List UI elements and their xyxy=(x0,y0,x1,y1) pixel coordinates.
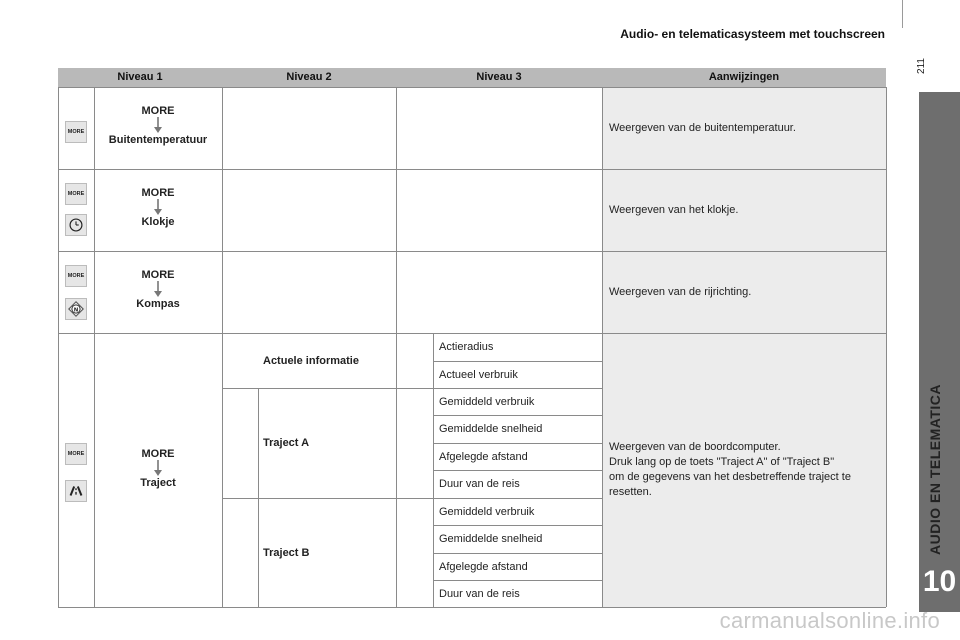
clock-icon xyxy=(65,214,87,236)
menu-target-label: Buitentemperatuur xyxy=(108,134,208,146)
column-header-aanwijzingen: Aanwijzingen xyxy=(602,68,886,87)
arrow-down-icon xyxy=(153,199,163,216)
level2-actuele-informatie: Actuele informatie xyxy=(263,354,359,367)
level3-item: Gemiddelde snelheid xyxy=(439,423,543,435)
level2-traject-b: Traject B xyxy=(263,546,310,559)
road-icon xyxy=(65,480,87,502)
note-cell: Weergeven van de boordcomputer. Druk lang op de toets "Traject A" of "Traject B" om de gegevens van het desbetreffende traject te resetten. xyxy=(602,333,886,607)
level3-item: Duur van de reis xyxy=(439,478,520,490)
level1-flow xyxy=(94,448,222,489)
level1-flow xyxy=(94,269,222,310)
arrow-down-icon xyxy=(153,281,163,298)
menu-target-label: Traject xyxy=(140,477,176,489)
level3-item: Afgelegde afstand xyxy=(439,560,528,573)
note-cell: Weergeven van de buitentemperatuur. xyxy=(602,87,886,169)
level3-item: Actieradius xyxy=(439,341,494,353)
menu-more-label: MORE xyxy=(141,187,175,199)
svg-text:N: N xyxy=(73,307,79,314)
more-icon: MORE xyxy=(65,121,87,143)
more-icon: MORE xyxy=(65,265,87,287)
top-divider xyxy=(902,0,903,28)
chapter-number: 10 xyxy=(922,565,957,598)
note-cell: Weergeven van het klokje. xyxy=(602,169,886,251)
arrow-down-icon xyxy=(153,117,163,134)
more-icon: MORE xyxy=(65,443,87,465)
menu-more-label: MORE xyxy=(141,448,175,460)
column-header-niveau-1: Niveau 1 xyxy=(58,68,222,87)
level2-traject-a: Traject A xyxy=(263,437,310,449)
level3-item: Gemiddeld verbruik xyxy=(439,395,535,408)
more-icon: MORE xyxy=(65,183,87,205)
page-header-title: Audio- en telematicasysteem met touchscreen xyxy=(620,27,885,41)
level3-item: Gemiddelde snelheid xyxy=(439,533,543,545)
compass-icon xyxy=(65,298,87,320)
level1-flow xyxy=(94,105,222,146)
page-number: 211 xyxy=(916,58,927,74)
level3-item: Gemiddeld verbruik xyxy=(439,505,535,518)
menu-target-label: Klokje xyxy=(141,216,175,228)
level3-item: Duur van de reis xyxy=(439,587,520,600)
menu-more-label: MORE xyxy=(141,269,175,281)
menu-more-label: MORE xyxy=(141,105,175,117)
arrow-down-icon xyxy=(153,460,163,477)
level3-item: Actueel verbruik xyxy=(439,368,518,381)
column-header-niveau-3: Niveau 3 xyxy=(396,68,602,87)
menu-target-label: Kompas xyxy=(136,298,180,310)
level1-flow xyxy=(94,187,222,228)
note-cell: Weergeven van de rijrichting. xyxy=(602,251,886,333)
column-header-niveau-2: Niveau 2 xyxy=(222,68,396,87)
watermark: carmanualsonline.info xyxy=(719,608,940,633)
level3-item: Afgelegde afstand xyxy=(439,450,528,463)
chapter-section-label: AUDIO EN TELEMATICA xyxy=(927,383,943,555)
